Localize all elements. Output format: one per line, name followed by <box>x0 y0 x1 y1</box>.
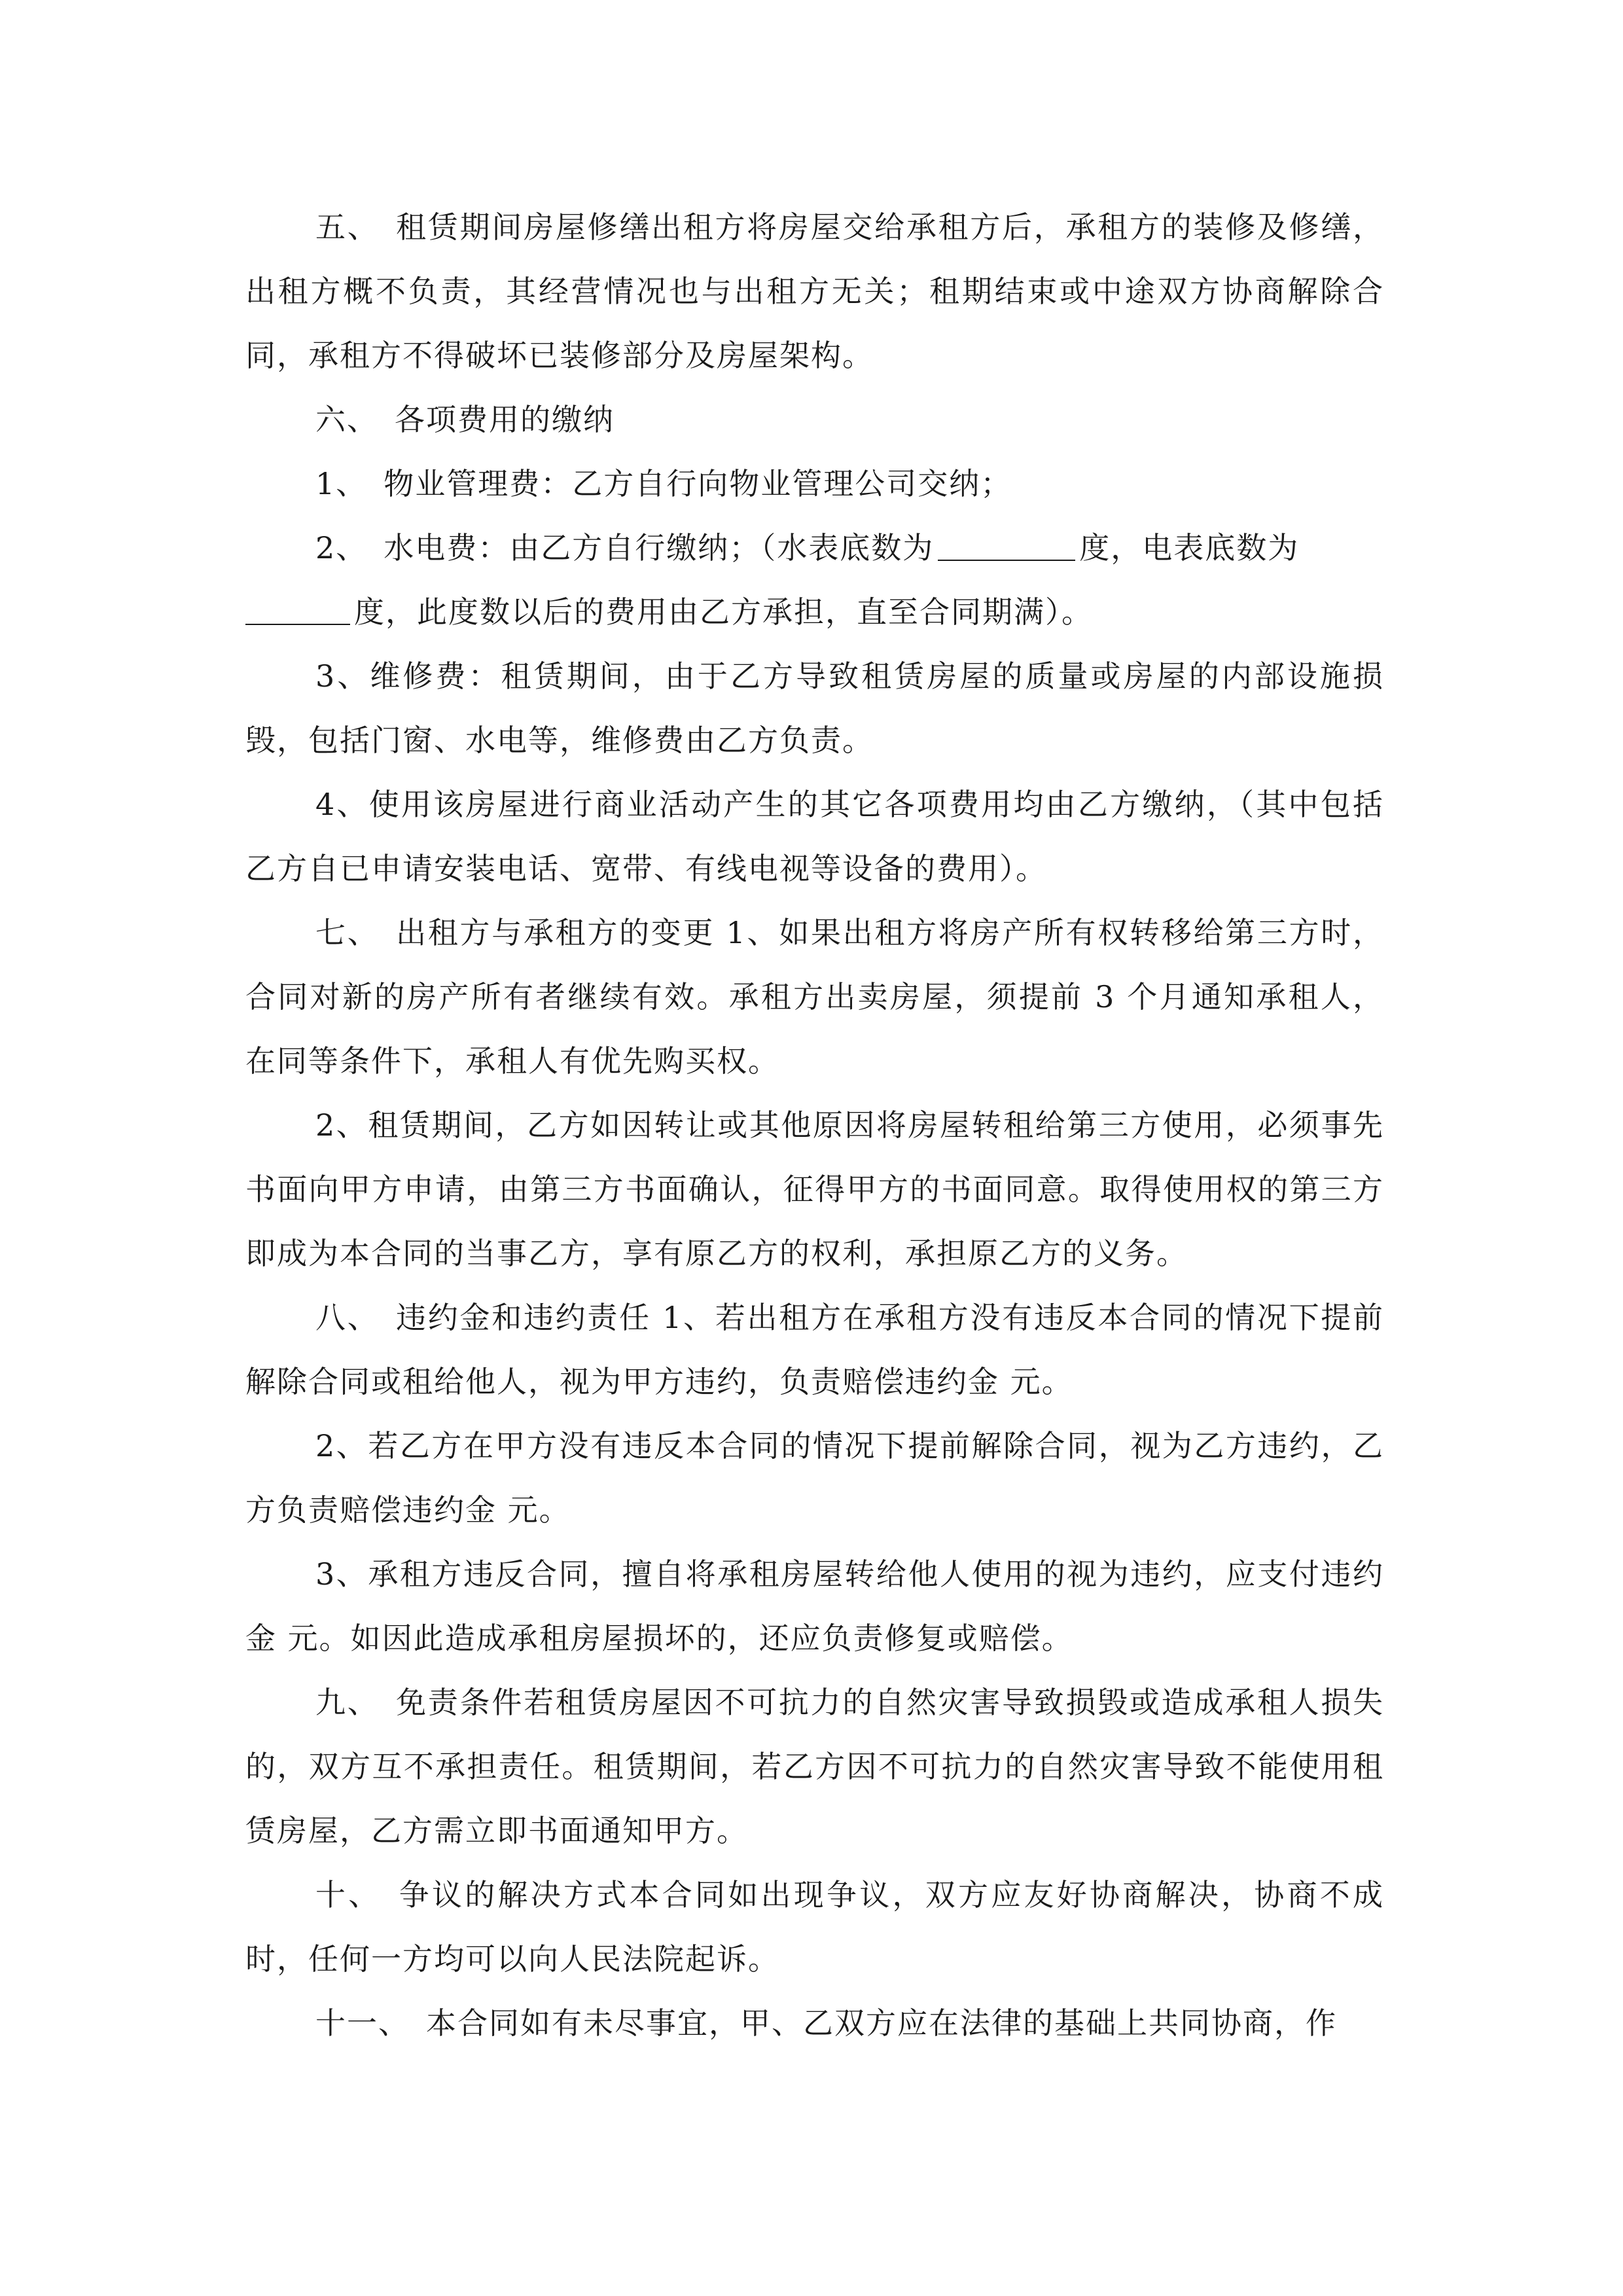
clause-8-2-breach-lessee: 2、若乙方在甲方没有违反本合同的情况下提前解除合同，视为乙方违约，乙方负责赔偿违约金 元。 <box>245 1428 1384 1528</box>
clause-6-heading: 六、 各项费用的缴纳 <box>315 402 615 437</box>
clause-6-3-maintenance: 3、维修费：租赁期间，由于乙方导致租赁房屋的质量或房屋的内部设施损毁，包括门窗、水电等，维修费由乙方负责。 <box>245 658 1384 758</box>
clause-11-supplementary: 十一、 本合同如有未尽事宜，甲、乙双方应在法律的基础上共同协商，作 <box>315 2005 1337 2041</box>
clause-5-repairs: 五、 租赁期间房屋修缮出租方将房屋交给承租方后，承租方的装修及修缮，出租方概不负责，其经营情况也与出租方无关；租期结束或中途双方协商解除合同，承租方不得破坏已装修部分及房屋架构。 <box>245 209 1384 373</box>
clause-7-2-sublease: 2、租赁期间，乙方如因转让或其他原因将房屋转租给第三方使用，必须事先书面向甲方申请，由第三方书面确认，征得甲方的书面同意。取得使用权的第三方即成为本合同的当事乙方，享有原乙方的权利，承担原乙方的义务。 <box>245 1107 1384 1271</box>
clause-7-change-of-parties: 七、 出租方与承租方的变更 1、如果出租方将房产所有权转移给第三方时，合同对新的房产所有者继续有效。承租方出卖房屋，须提前 3 个月通知承租人，在同等条件下，承租人有优先购买权。 <box>245 915 1384 1079</box>
clause-6-1-property-fee: 1、 物业管理费：乙方自行向物业管理公司交纳； <box>315 466 1012 501</box>
utilities-lead-text: 2、 水电费：由乙方自行缴纳；（水表底数为 <box>315 530 935 565</box>
clause-6-2-utilities <box>245 516 1384 644</box>
clause-8-breach-lessor: 八、 违约金和违约责任 1、若出租方在承租方没有违反本合同的情况下提前解除合同或租给他人，视为甲方违约，负责赔偿违约金 元。 <box>245 1300 1384 1399</box>
water-meter-blank <box>938 533 1075 561</box>
clause-8-3-unauthorized-sublet: 3、承租方违反合同，擅自将承租房屋转给他人使用的视为违约，应支付违约金 元。如因此造成承租房屋损坏的，还应负责修复或赔偿。 <box>245 1556 1384 1656</box>
utilities-mid-text: 度，电表底数为 <box>1079 530 1300 565</box>
clause-10-disputes: 十、 争议的解决方式本合同如出现争议，双方应友好协商解决，协商不成时，任何一方均可以向人民法院起诉。 <box>245 1877 1384 1977</box>
clause-6-4-other-fees: 4、使用该房屋进行商业活动产生的其它各项费用均由乙方缴纳，（其中包括乙方自已申请安装电话、宽带、有线电视等设备的费用）。 <box>245 787 1384 886</box>
electric-meter-blank <box>245 598 350 625</box>
document-body <box>245 195 1384 2055</box>
utilities-tail-text: 度，此度数以后的费用由乙方承担，直至合同期满）。 <box>354 594 1093 630</box>
clause-9-force-majeure: 九、 免责条件若租赁房屋因不可抗力的自然灾害导致损毁或造成承租人损失的，双方互不承担责任。租赁期间，若乙方因不可抗力的自然灾害导致不能使用租赁房屋，乙方需立即书面通知甲方。 <box>245 1685 1384 1848</box>
